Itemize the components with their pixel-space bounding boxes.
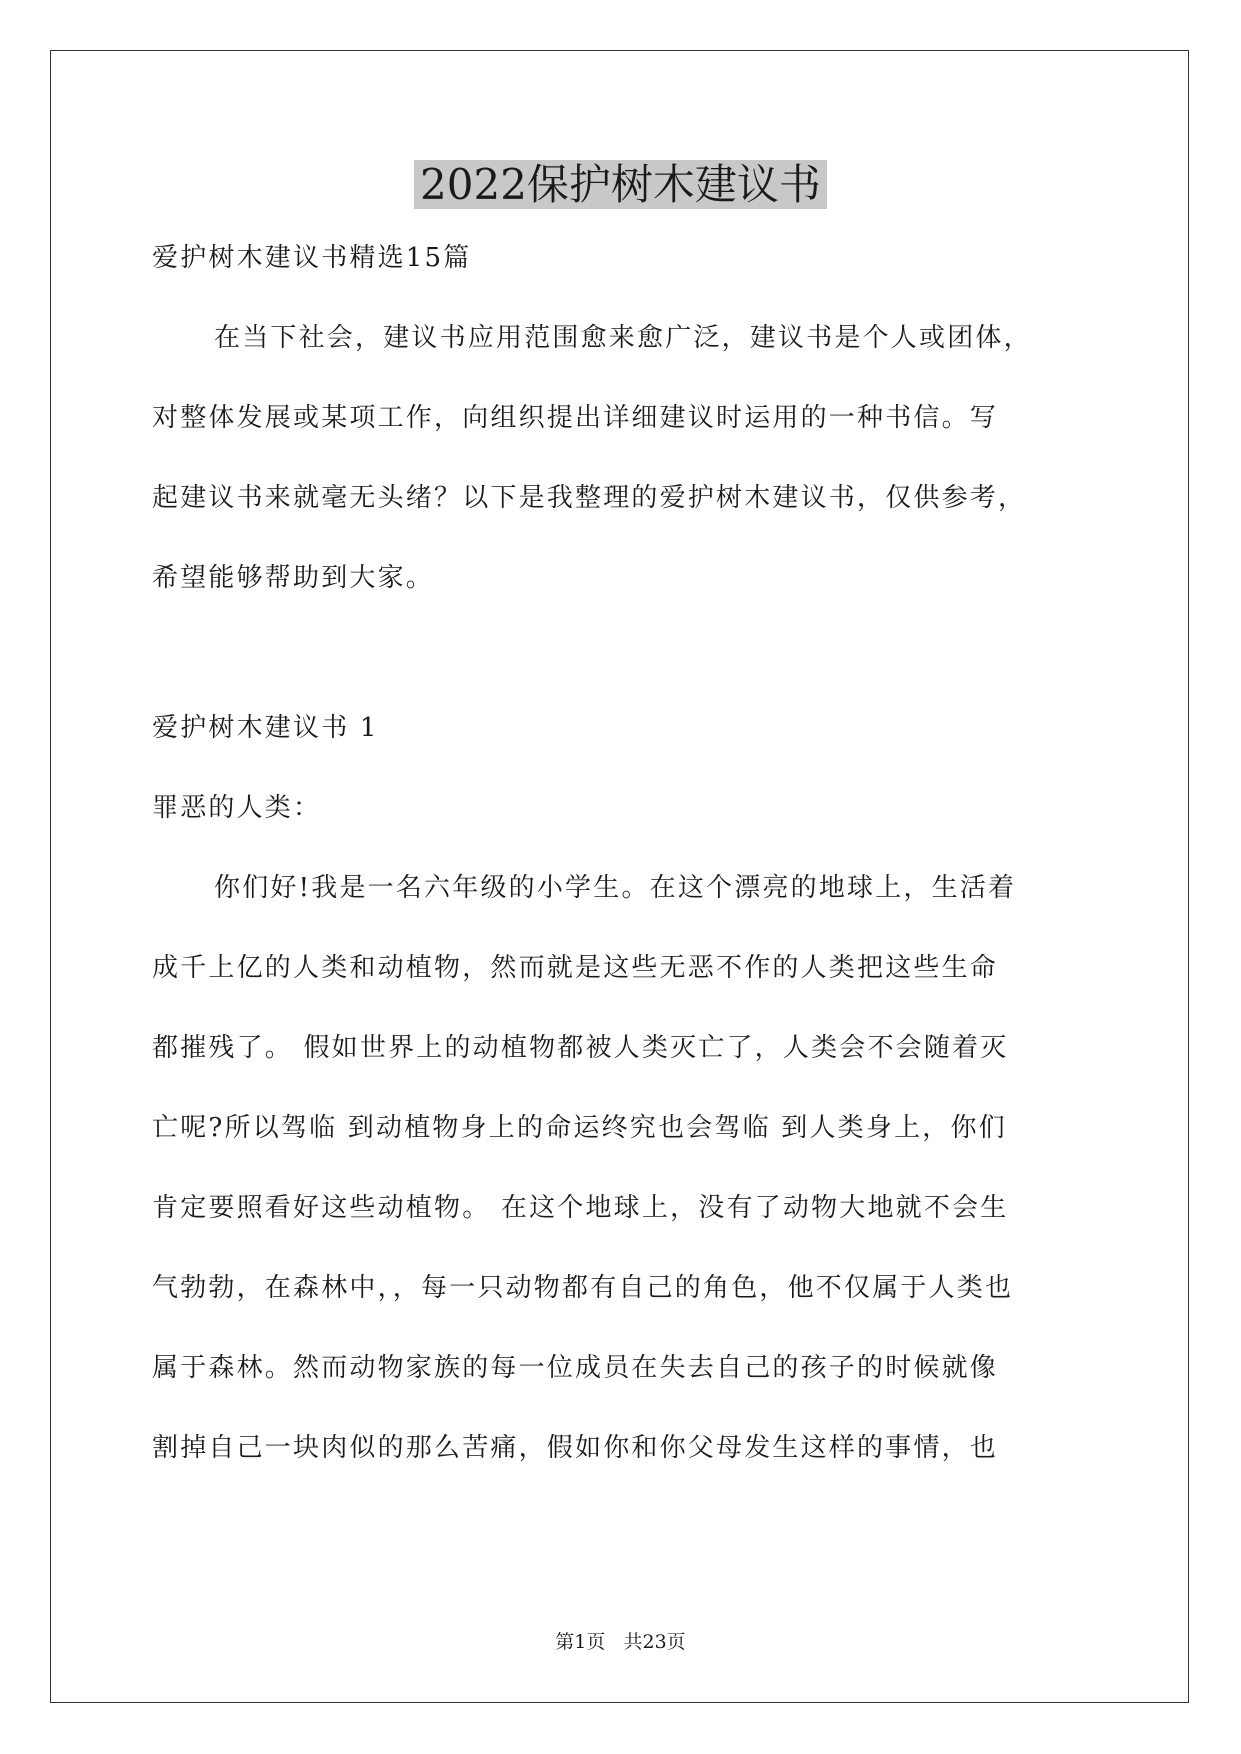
intro-line: 起建议书来就毫无头绪？以下是我整理的爱护树木建议书，仅供参考，: [152, 483, 1027, 513]
document-subtitle: 爱护树木建议书精选15篇: [152, 243, 472, 273]
body-line: 亡呢?所以驾临 到动植物身上的命运终究也会驾临 到人类身上，你们: [152, 1113, 1007, 1143]
section-heading: 爱护树木建议书 1: [152, 713, 379, 743]
body-line: 成千上亿的人类和动植物，然而就是这些无恶不作的人类把这些生命: [152, 953, 999, 983]
body-line: 你们好!我是一名六年级的小学生。在这个漂亮的地球上，生活着: [214, 873, 1017, 903]
body-line: 属于森林。然而动物家族的每一位成员在失去自己的孩子的时候就像: [152, 1353, 999, 1383]
page-footer: 第1页 共23页: [555, 1631, 686, 1653]
body-line: 割掉自己一块肉似的那么苦痛，假如你和你父母发生这样的事情，也: [152, 1433, 999, 1463]
body-line: 都摧残了。 假如世界上的动植物都被人类灭亡了，人类会不会随着灭: [152, 1033, 1009, 1063]
intro-line: 在当下社会，建议书应用范围愈来愈广泛，建议书是个人或团体，: [214, 323, 1032, 353]
document-title: 2022保护树木建议书: [0, 155, 1241, 215]
body-line: 肯定要照看好这些动植物。 在这个地球上，没有了动物大地就不会生: [152, 1193, 1009, 1223]
body-line: 气勃勃，在森林中，，每一只动物都有自己的角色，他不仅属于人类也: [152, 1273, 1014, 1303]
salutation: 罪恶的人类：: [152, 793, 322, 823]
intro-line: 希望能够帮助到大家。: [152, 563, 435, 593]
intro-line: 对整体发展或某项工作，向组织提出详细建议时运用的一种书信。写: [152, 403, 999, 433]
